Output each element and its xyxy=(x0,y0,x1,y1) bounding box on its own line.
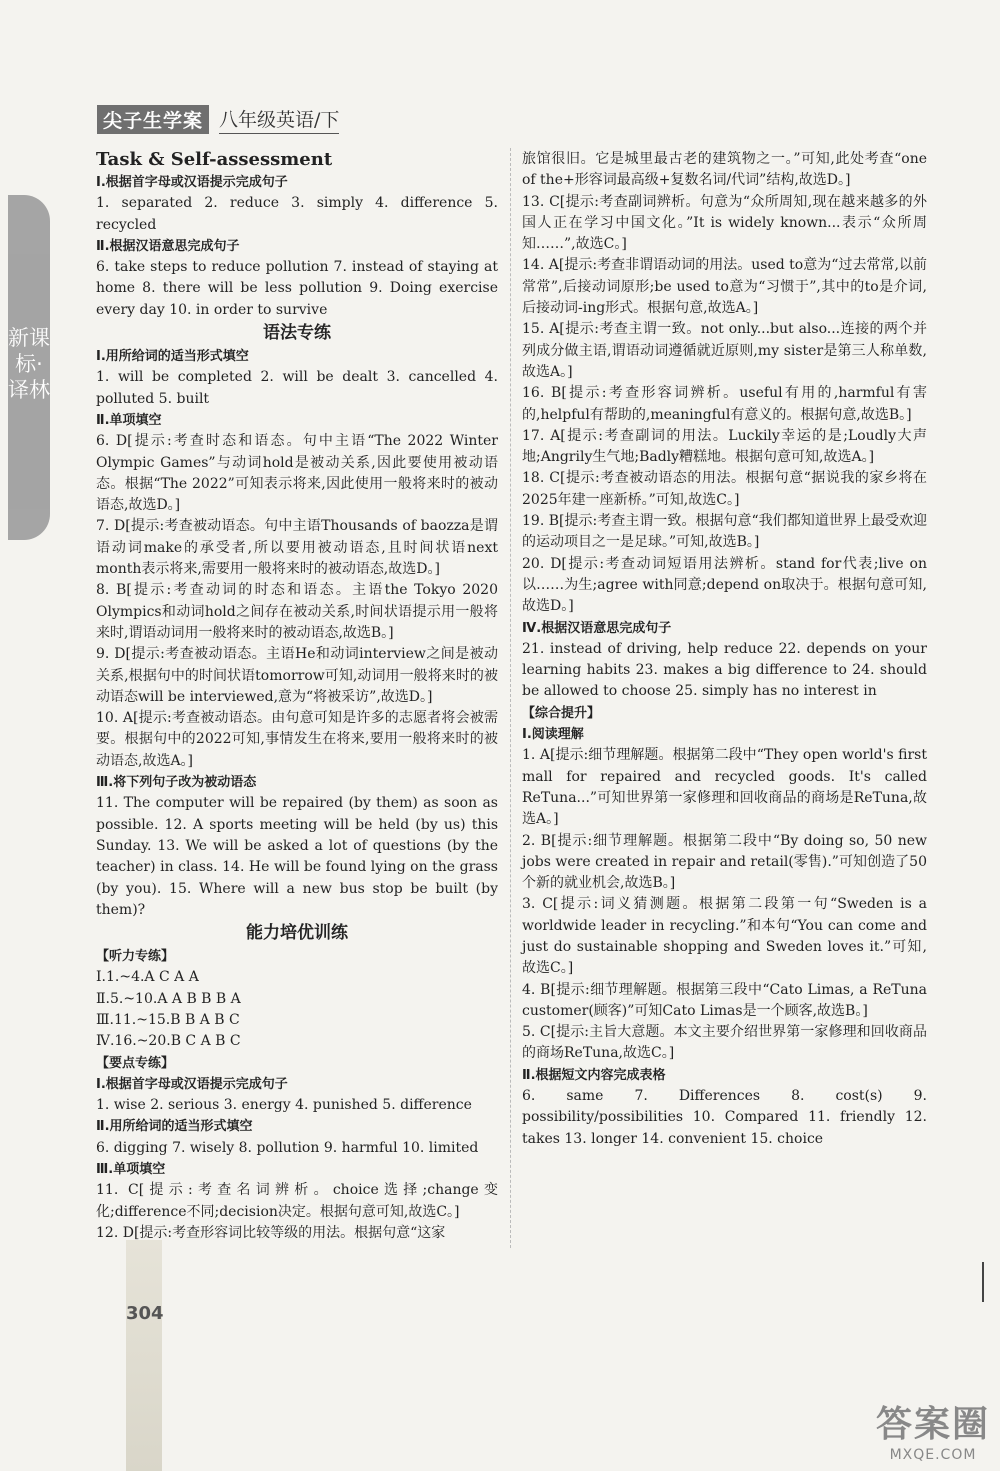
page-header xyxy=(97,103,339,135)
subsection-label: 【要点专练】 xyxy=(96,1055,175,1071)
section-title: 语法专练 xyxy=(263,323,331,344)
answer-paragraph: 5. C[提示:主旨大意题。本文主要介绍世界第一家修理和回收商品的商场ReTuna,故选C。] xyxy=(522,1024,927,1062)
page-number: 304 xyxy=(126,1303,164,1324)
subsection-label: Ⅱ.单项填空 xyxy=(96,412,162,428)
subsection-label: Ⅰ.根据首字母或汉语提示完成句子 xyxy=(96,1076,288,1092)
answer-paragraph: Ⅳ.16.~20.B C A B C xyxy=(96,1033,241,1050)
answer-paragraph: 7. D[提示:考查被动语态。句中主语Thousands of baozza是谓语动词make的承受者,所以要用被动语态,且时间状语next month表示将来,需要用一般将来时的被动语态,故选D。] xyxy=(96,518,498,578)
subsection-label: Ⅰ.阅读理解 xyxy=(522,727,584,743)
logo-text: 答案圈 xyxy=(875,1404,990,1445)
answer-paragraph: 旅馆很旧。它是城里最古老的建筑物之一。”可知,此处考查“one of the+形容词最高级+复数名词/代词”结构,故选D。] xyxy=(522,151,927,189)
answer-paragraph: 6. same 7. Differences 8. cost(s) 9. possibility/possibilities 10. Compared 11. friendly 12. takes 13. longer 14. convenient 15. choice xyxy=(522,1088,927,1147)
answer-paragraph: 18. C[提示:考查被动语态的用法。根据句意“据说我的家乡将在2025年建一座新桥。”可知,故选C。] xyxy=(522,470,927,508)
answer-paragraph: 10. A[提示:考查被动语态。由句意可知是许多的志愿者将会被需要。根据句中的2022可知,事情发生在将来,要用一般将来时的被动语态,故选A。] xyxy=(96,710,498,769)
answer-paragraph: 13. C[提示:考查副词辨析。句意为“众所周知,现在越来越多的外国人正在学习中国文化。”It is widely known...表示“众所周知……”,故选C。] xyxy=(522,193,927,253)
answer-paragraph: 1. wise 2. serious 3. energy 4. punished 5. difference xyxy=(96,1097,472,1114)
side-tab xyxy=(8,195,50,540)
section-heading: Task & Self-assessment xyxy=(96,149,333,170)
answer-paragraph: 21. instead of driving, help reduce 22. depends on your learning habits 23. makes a big difference to 24. should be allowed to choose 25. simply has no interest in xyxy=(522,640,927,700)
subsection-label: Ⅲ.单项填空 xyxy=(96,1162,166,1178)
answer-paragraph: Ⅰ.1.~4.A C A A xyxy=(96,969,199,986)
answer-paragraph: 15. A[提示:考查主谓一致。not only...but also...连接的两个并列成分做主语,谓语动词遵循就近原则,my sister是第三人称单数,故选A。] xyxy=(522,321,927,380)
subsection-label: Ⅱ.用所给词的适当形式填空 xyxy=(96,1119,253,1135)
answer-paragraph: 14. A[提示:考查非谓语动词的用法。used to意为“过去常常,以前常常”,后接动词原形;be used to意为“习惯于”,其中的to是介词,后接动词-ing形式。根据句意,故选A。] xyxy=(522,257,927,317)
answer-paragraph: 1. separated 2. reduce 3. simply 4. difference 5. recycled xyxy=(96,195,498,233)
column-divider xyxy=(510,148,511,1248)
margin-mark xyxy=(982,1262,984,1302)
answer-paragraph: 8. B[提示:考查动词的时态和语态。主语the Tokyo 2020 Olympics和动词hold之间存在被动关系,时间状语提示用一般将来时,谓语动词用一般将来时的被动语态,故选B。] xyxy=(96,582,498,641)
answer-paragraph: 6. digging 7. wisely 8. pollution 9. harmful 10. limited xyxy=(96,1139,479,1156)
answer-paragraph: 1. will be completed 2. will be dealt 3. cancelled 4. polluted 5. built xyxy=(96,369,498,407)
subsection-label: Ⅱ.根据汉语意思完成句子 xyxy=(96,238,240,254)
watermark-logo xyxy=(876,1396,990,1463)
answer-paragraph: 3. C[提示:词义猜测题。根据第二段第一句“Sweden is a worldwide leader in recycling.”和本句“You can come and just do sustainable shopping and Sweden loves it.”可知,故选C。] xyxy=(522,896,927,977)
subsection-label: Ⅱ.根据短文内容完成表格 xyxy=(522,1067,666,1083)
answer-paragraph: 1. A[提示:细节理解题。根据第二段中“They open world's first mall for repaired and recycled goods. It's called ReTuna...”可知世界第一家修理和回收商品的商场是ReTuna,故选A。] xyxy=(522,747,927,828)
answer-paragraph: 20. D[提示:考查动词短语用法辨析。stand for代表;live on以……为生;agree with同意;depend on取决于。根据句意可知,故选D。] xyxy=(522,555,927,615)
subsection-label: 【听力专练】 xyxy=(96,949,175,965)
brand-title: 尖子生学案 xyxy=(97,105,209,134)
answer-paragraph: 2. B[提示:细节理解题。根据第二段中“By doing so, 50 new jobs were created in repair and retail(零售).”可知创造了50个新的就业机会,故选B。] xyxy=(522,832,927,892)
subsection-label: Ⅰ.根据首字母或汉语提示完成句子 xyxy=(96,175,288,190)
left-column xyxy=(96,148,498,1244)
right-column xyxy=(522,149,927,1150)
answer-paragraph: Ⅲ.11.~15.B B A B C xyxy=(96,1011,240,1028)
answer-paragraph: 12. D[提示:考查形容词比较等级的用法。根据句意“这家 xyxy=(96,1224,446,1241)
grade-subtitle: 八年级英语/下 xyxy=(219,105,339,134)
subsection-label: 【综合提升】 xyxy=(522,705,601,721)
subsection-label: Ⅳ.根据汉语意思完成句子 xyxy=(522,620,672,636)
answer-paragraph: 9. D[提示:考查被动语态。主语He和动词interview之间是被动关系,根据句中的时间状语tomorrow可知,动词用一般将来时的被动语态will be interviewed,意为“将被采访”,故选D。] xyxy=(96,646,498,705)
subsection-label: Ⅰ.用所给词的适当形式填空 xyxy=(96,349,249,365)
answer-paragraph: 6. D[提示:考查时态和语态。句中主语“The 2022 Winter Olympic Games”与动词hold是被动关系,因此要使用被动语态。根据“The 2022”可知表示将来,因此使用一般将来时的被动语态,故选D。] xyxy=(96,433,498,514)
answer-paragraph: 11. The computer will be repaired (by them) as soon as possible. 12. A sports meeting will be held (by us) this Sunday. 13. We will be asked a lot of questions (by the teacher) in class. 14. He will be found lying on the grass (by you). 15. Where will a new bus stop be built (by them)? xyxy=(96,795,498,918)
answer-paragraph: 19. B[提示:考查主谓一致。根据句意“我们都知道世界上最受欢迎的运动项目之一是足球。”可知,故选B。] xyxy=(522,513,927,551)
logo-url: MXQE.COM xyxy=(889,1447,977,1463)
subsection-label: Ⅲ.将下列句子改为被动语态 xyxy=(96,775,257,791)
answer-paragraph: 16. B[提示:考查形容词辨析。useful有用的,harmful有害的,helpful有帮助的,meaningful有意义的。根据句意,故选B。] xyxy=(522,385,927,423)
answer-paragraph: 4. B[提示:细节理解题。根据第三段中“Cato Limas, a ReTuna customer(顾客)”可知Cato Limas是一个顾客,故选B。] xyxy=(522,981,927,1019)
page-number-strip xyxy=(126,1240,162,1471)
side-tab-label: 新课标·译林 xyxy=(8,326,50,402)
answer-paragraph: Ⅱ.5.~10.A A B B B A xyxy=(96,990,241,1007)
answer-paragraph: 17. A[提示:考查副词的用法。Luckily幸运的是;Loudly大声地;Angrily生气地;Badly糟糕地。根据句意可知,故选A。] xyxy=(522,427,927,466)
section-title: 能力培优训练 xyxy=(246,923,348,944)
answer-paragraph: 6. take steps to reduce pollution 7. instead of staying at home 8. there will be less pollution 9. Doing exercise every day 10. in order to survive xyxy=(96,259,498,318)
answer-paragraph: 11. C[提示:考查名词辨析。choice选择;change变化;difference不同;decision决定。根据句意可知,故选C。] xyxy=(96,1182,498,1220)
